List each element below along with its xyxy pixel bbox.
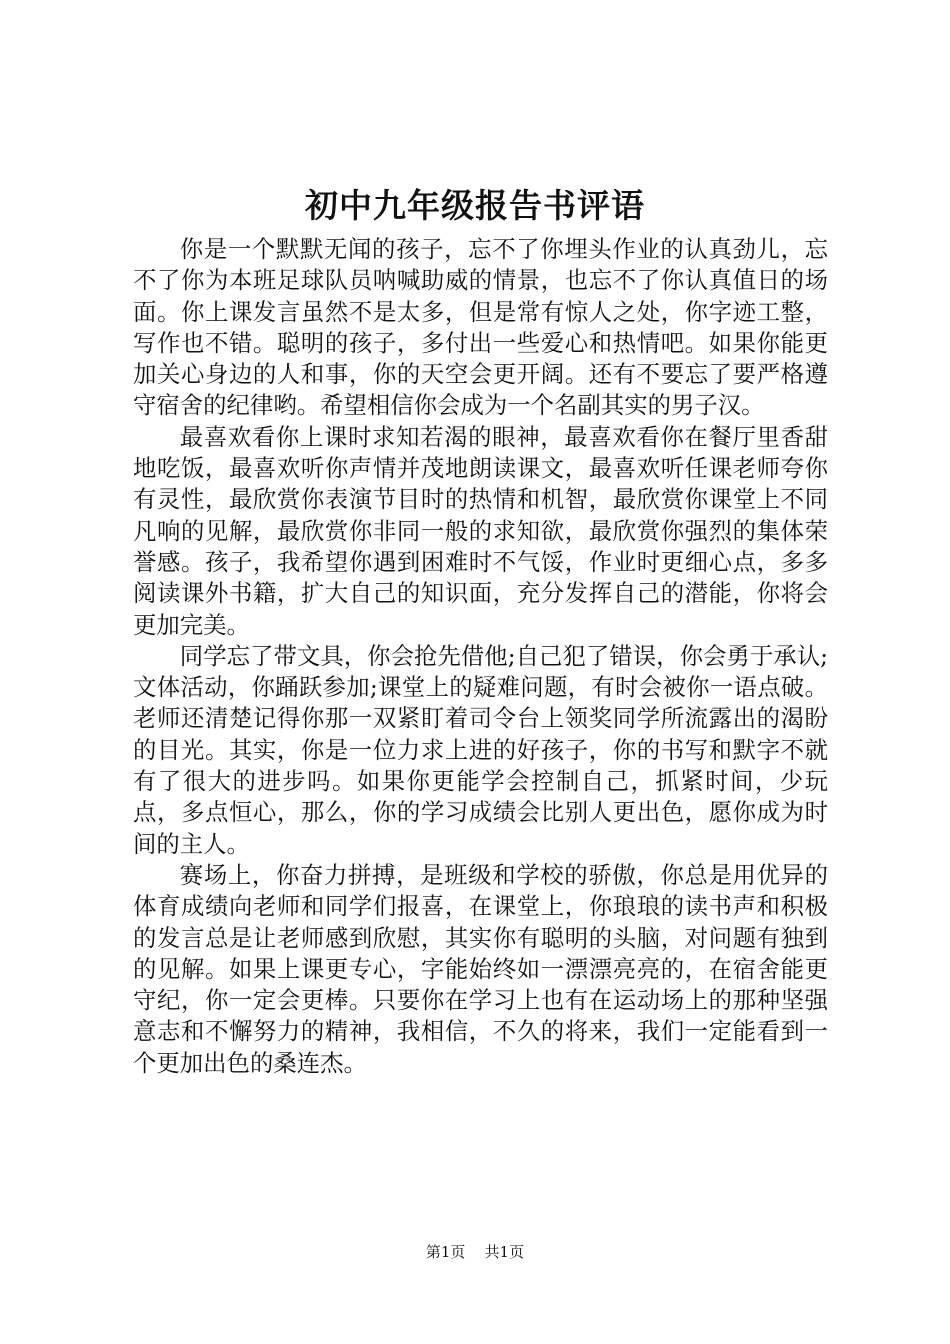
paragraph-2: 最喜欢看你上课时求知若渴的眼神，最喜欢看你在餐厅里香甜地吃饭，最喜欢听你声情并茂地朗读课文，最喜欢听任课老师夸你有灵性，最欣赏你表演节目时的热情和机智，最欣赏你课堂上不同凡响的见解，最欣赏你非同一般的求知欲，最欣赏你强烈的集体荣誉感。孩子，我希望你遇到困难时不气馁，作业时更细心点，多多阅读课外书籍，扩大自己的知识面，充分发挥自己的潜能，你将会更加完美。 <box>133 422 828 639</box>
paragraph-4: 赛场上，你奋力拼搏，是班级和学校的骄傲，你总是用优异的体育成绩向老师和同学们报喜，在课堂上，你琅琅的读书声和积极的发言总是让老师感到欣慰，其实你有聪明的头脑，对问题有独到的见解。如果上课更专心，字能始终如一漂漂亮亮的，在宿舍能更守纪，你一定会更棒。只要你在学习上也有在运动场上的那种坚强意志和不懈努力的精神，我相信，不久的将来，我们一定能看到一个更加出色的桑连杰。 <box>133 860 828 1077</box>
paragraph-3: 同学忘了带文具，你会抢先借他;自己犯了错误，你会勇于承认;文体活动，你踊跃参加;课堂上的疑难问题，有时会被你一语点破。老师还清楚记得你那一双紧盯着司令台上领奖同学所流露出的渴盼的目光。其实，你是一位力求上进的好孩子，你的书写和默字不就有了很大的进步吗。如果你更能学会控制自己，抓紧时间，少玩点，多点恒心，那么，你的学习成绩会比别人更出色，愿你成为时间的主人。 <box>133 641 828 858</box>
document-title: 初中九年级报告书评语 <box>305 186 645 225</box>
page-footer <box>0 1241 950 1263</box>
document-body <box>133 234 828 1079</box>
page-total: 共1页 <box>484 1243 525 1261</box>
paragraph-1: 你是一个默默无闻的孩子，忘不了你埋头作业的认真劲儿，忘不了你为本班足球队员呐喊助威的情景，也忘不了你认真值日的场面。你上课发言虽然不是太多，但是常有惊人之处，你字迹工整，写作也不错。聪明的孩子，多付出一些爱心和热情吧。如果你能更加关心身边的人和事，你的天空会更开阔。还有不要忘了要严格遵守宿舍的纪律哟。希望相信你会成为一个名副其实的男子汉。 <box>133 235 828 420</box>
footer-spacer <box>470 1243 480 1261</box>
page-number: 第1页 <box>425 1243 466 1261</box>
